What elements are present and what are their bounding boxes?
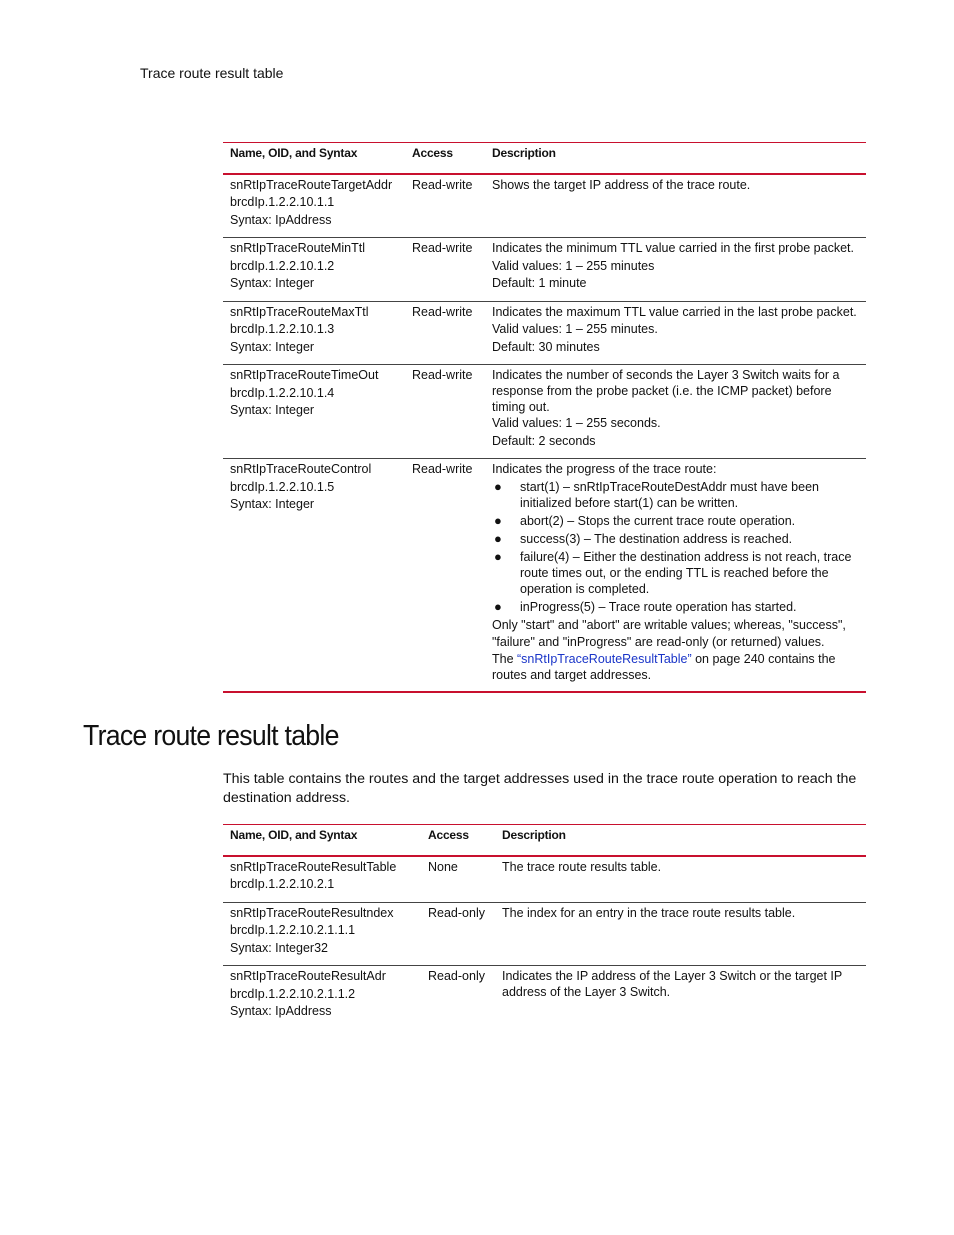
column-header-access: Access (412, 146, 453, 160)
description-cell (485, 301, 866, 365)
table-row (223, 902, 866, 966)
column-header-access: Access (428, 828, 469, 842)
table-header-row (223, 143, 866, 174)
object-oid: brcdIp.1.2.2.10.1.2 (230, 258, 335, 273)
access-cell: Read-write (412, 177, 473, 192)
section-title: Trace route result table (83, 720, 339, 752)
default-value: Default: 30 minutes (492, 339, 600, 354)
description-cell: The trace route results table. (502, 859, 662, 874)
object-oid: brcdIp.1.2.2.10.2.1 (230, 877, 335, 891)
object-syntax: Syntax: Integer32 (230, 940, 328, 955)
description-text: Indicates the minimum TTL value carried in the first probe packet. (492, 241, 854, 255)
access-cell: Read-write (405, 301, 485, 365)
object-oid: brcdIp.1.2.2.10.2.1.1.1 (230, 923, 356, 937)
object-syntax: Syntax: IpAddress (230, 212, 332, 227)
name-cell (223, 902, 421, 966)
description-text: Shows the target IP address of the trace route. (492, 177, 751, 192)
description-cell (485, 174, 866, 238)
object-name: snRtIpTraceRouteResultAdr (230, 969, 386, 983)
object-name: snRtIpTraceRouteMinTtl (230, 241, 365, 255)
access-cell: Read-write (405, 238, 485, 302)
default-value: Default: 2 seconds (492, 433, 596, 448)
description-text: Indicates the maximum TTL value carried in the last probe packet. (492, 304, 857, 319)
access-cell: None (428, 859, 458, 874)
description-cell: The index for an entry in the trace route results table. (495, 902, 866, 966)
running-header: Trace route result table (140, 65, 284, 81)
bullet-icon: ● (494, 598, 502, 614)
trace-route-result-table (223, 824, 866, 1029)
bullet-icon: ● (494, 512, 502, 528)
default-value: Default: 1 minute (492, 276, 587, 290)
object-syntax: Syntax: IpAddress (230, 1004, 332, 1018)
result-table-link[interactable]: “snRtIpTraceRouteResultTable” (517, 651, 692, 666)
section-intro: This table contains the routes and the target addresses used in the trace route operation to reach the destination address. (223, 771, 857, 806)
column-header-description: Description (492, 146, 556, 160)
description-text: Indicates the number of seconds the Layer 3 Switch waits for a response from the probe packet (i.e. the ICMP packet) before timing out. (492, 368, 840, 414)
list-item: ● inProgress(5) – Trace route operation has started. (494, 598, 797, 614)
object-name: snRtIpTraceRouteTimeOut (230, 368, 379, 382)
object-oid: brcdIp.1.2.2.10.1.4 (230, 385, 335, 400)
column-header-name: Name, OID, and Syntax (230, 828, 358, 842)
object-syntax: Syntax: Integer (230, 403, 315, 417)
object-oid: brcdIp.1.2.2.10.1.3 (230, 322, 335, 336)
name-cell (223, 238, 405, 302)
access-cell: Read-only (421, 902, 495, 966)
object-syntax: Syntax: Integer (230, 497, 315, 511)
table-row (223, 856, 866, 903)
description-cell (485, 459, 866, 692)
table-row (223, 238, 866, 302)
bullet-list (492, 479, 859, 615)
object-oid: brcdIp.1.2.2.10.1.5 (230, 479, 335, 494)
object-name: snRtIpTraceRouteControl (230, 462, 372, 476)
description-intro: Indicates the progress of the trace route: (492, 462, 717, 476)
description-cell (485, 238, 866, 302)
table-row (223, 966, 866, 1029)
name-cell (223, 856, 421, 903)
column-header-description: Description (502, 828, 566, 842)
object-syntax: Syntax: Integer (230, 276, 315, 290)
list-item: ● failure(4) – Either the destination address is not reach, trace route times out, or the ending TTL is reached before the operation is completed. (494, 548, 852, 596)
bullet-icon: ● (494, 530, 502, 546)
object-name: snRtIpTraceRouteResultTable (230, 859, 397, 874)
writable-note: Only "start" and "abort" are writable values; whereas, "success", "failure" and "inProgress" are read-only (or returned) values. (492, 617, 846, 649)
table-row (223, 174, 866, 238)
object-name: snRtIpTraceRouteMaxTtl (230, 304, 369, 319)
name-cell (223, 459, 405, 692)
list-item: ● start(1) – snRtIpTraceRouteDestAddr must have been initialized before start(1) can be written. (494, 478, 819, 510)
name-cell (223, 365, 405, 459)
object-syntax: Syntax: Integer (230, 339, 315, 354)
access-cell: Read-write (405, 365, 485, 459)
description-cell: Indicates the IP address of the Layer 3 Switch or the target IP address of the Layer 3 Switch. (495, 966, 866, 1029)
table-row (223, 365, 866, 459)
table-header-row (223, 825, 866, 856)
bullet-icon: ● (494, 548, 502, 564)
object-oid: brcdIp.1.2.2.10.1.1 (230, 195, 335, 209)
object-name: snRtIpTraceRouteTargetAddr (230, 177, 393, 192)
access-cell: Read-only (421, 966, 495, 1029)
name-cell (223, 174, 405, 238)
table-row (223, 301, 866, 365)
object-name: snRtIpTraceRouteResultndex (230, 905, 394, 920)
table-row (223, 459, 866, 692)
valid-values: Valid values: 1 – 255 minutes. (492, 322, 658, 336)
description-cell (485, 365, 866, 459)
name-cell (223, 301, 405, 365)
list-item: ● success(3) – The destination address is reached. (494, 530, 793, 546)
valid-values: Valid values: 1 – 255 seconds. (492, 416, 661, 430)
object-oid: brcdIp.1.2.2.10.2.1.1.2 (230, 986, 356, 1001)
valid-values: Valid values: 1 – 255 minutes (492, 258, 655, 273)
name-cell (223, 966, 421, 1029)
trace-route-table (223, 142, 866, 693)
access-cell: Read-write (405, 459, 485, 692)
bullet-icon: ● (494, 478, 502, 494)
column-header-name: Name, OID, and Syntax (230, 146, 358, 160)
list-item: ● abort(2) – Stops the current trace route operation. (494, 512, 796, 528)
cross-reference: The “snRtIpTraceRouteResultTable” on page 240 contains the routes and target addresses. (492, 651, 836, 682)
